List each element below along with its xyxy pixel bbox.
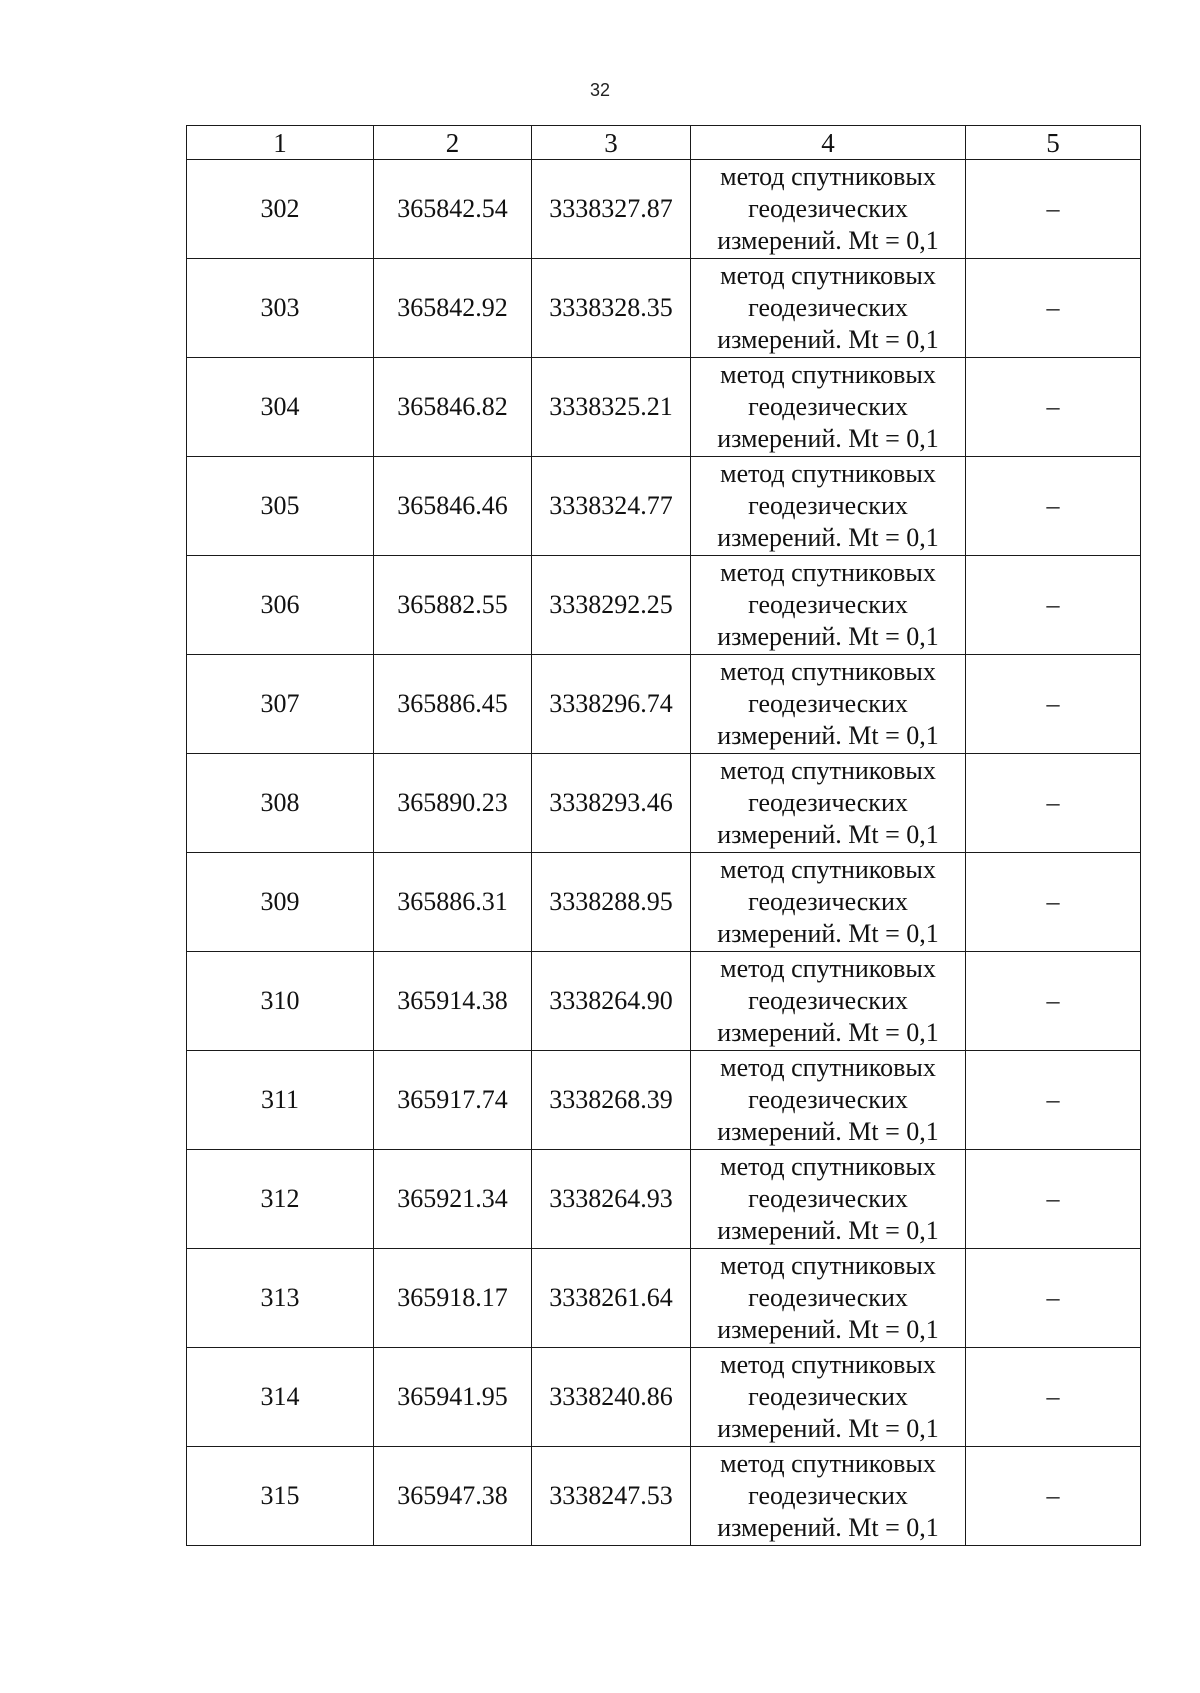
point-number-cell: 303 <box>187 259 374 358</box>
point-number-cell: 311 <box>187 1051 374 1150</box>
point-number-cell: 313 <box>187 1249 374 1348</box>
note-cell: – <box>966 754 1141 853</box>
method-cell <box>691 259 966 358</box>
x-coordinate-cell: 365918.17 <box>374 1249 532 1348</box>
method-cell <box>691 853 966 952</box>
method-cell <box>691 1348 966 1447</box>
point-number-cell: 306 <box>187 556 374 655</box>
table-row <box>187 1348 1141 1447</box>
x-coordinate-cell: 365921.34 <box>374 1150 532 1249</box>
x-coordinate-cell: 365941.95 <box>374 1348 532 1447</box>
y-coordinate-cell: 3338324.77 <box>532 457 691 556</box>
note-cell: – <box>966 952 1141 1051</box>
method-line: геодезических <box>748 1283 908 1312</box>
point-number-cell: 302 <box>187 160 374 259</box>
note-cell: – <box>966 655 1141 754</box>
table-row <box>187 1249 1141 1348</box>
method-line: метод спутниковых <box>720 162 936 191</box>
point-number-cell: 314 <box>187 1348 374 1447</box>
y-coordinate-cell: 3338247.53 <box>532 1447 691 1546</box>
table-row <box>187 655 1141 754</box>
method-line: геодезических <box>748 1481 908 1510</box>
method-line: геодезических <box>748 689 908 718</box>
note-cell: – <box>966 259 1141 358</box>
y-coordinate-cell: 3338293.46 <box>532 754 691 853</box>
method-cell <box>691 1150 966 1249</box>
method-cell <box>691 556 966 655</box>
point-number-cell: 308 <box>187 754 374 853</box>
method-line: измерений. Mt = 0,1 <box>717 820 939 849</box>
method-cell <box>691 160 966 259</box>
y-coordinate-cell: 3338264.93 <box>532 1150 691 1249</box>
x-coordinate-cell: 365914.38 <box>374 952 532 1051</box>
method-line: метод спутниковых <box>720 657 936 686</box>
method-line: геодезических <box>748 293 908 322</box>
y-coordinate-cell: 3338327.87 <box>532 160 691 259</box>
note-cell: – <box>966 358 1141 457</box>
method-line: метод спутниковых <box>720 1251 936 1280</box>
note-cell: – <box>966 457 1141 556</box>
x-coordinate-cell: 365917.74 <box>374 1051 532 1150</box>
method-line: метод спутниковых <box>720 360 936 389</box>
x-coordinate-cell: 365842.92 <box>374 259 532 358</box>
method-line: геодезических <box>748 194 908 223</box>
table-body <box>187 160 1141 1546</box>
header-row <box>187 126 1141 160</box>
method-line: геодезических <box>748 887 908 916</box>
method-line: измерений. Mt = 0,1 <box>717 1117 939 1146</box>
y-coordinate-cell: 3338296.74 <box>532 655 691 754</box>
method-line: метод спутниковых <box>720 756 936 785</box>
method-line: геодезических <box>748 1382 908 1411</box>
method-line: измерений. Mt = 0,1 <box>717 523 939 552</box>
method-line: геодезических <box>748 590 908 619</box>
table-row <box>187 259 1141 358</box>
method-cell <box>691 457 966 556</box>
method-line: геодезических <box>748 1184 908 1213</box>
header-cell-5: 5 <box>966 126 1141 160</box>
method-line: измерений. Mt = 0,1 <box>717 622 939 651</box>
note-cell: – <box>966 1051 1141 1150</box>
method-line: измерений. Mt = 0,1 <box>717 1513 939 1542</box>
method-cell <box>691 1249 966 1348</box>
method-cell <box>691 754 966 853</box>
method-line: геодезических <box>748 491 908 520</box>
coordinates-table <box>186 125 1141 1546</box>
method-line: измерений. Mt = 0,1 <box>717 226 939 255</box>
table-row <box>187 358 1141 457</box>
x-coordinate-cell: 365886.31 <box>374 853 532 952</box>
y-coordinate-cell: 3338328.35 <box>532 259 691 358</box>
method-line: измерений. Mt = 0,1 <box>717 1414 939 1443</box>
method-line: метод спутниковых <box>720 558 936 587</box>
table-row <box>187 160 1141 259</box>
y-coordinate-cell: 3338288.95 <box>532 853 691 952</box>
method-line: геодезических <box>748 788 908 817</box>
method-line: геодезических <box>748 392 908 421</box>
method-line: измерений. Mt = 0,1 <box>717 721 939 750</box>
method-line: измерений. Mt = 0,1 <box>717 1018 939 1047</box>
method-cell <box>691 1051 966 1150</box>
x-coordinate-cell: 365890.23 <box>374 754 532 853</box>
note-cell: – <box>966 1249 1141 1348</box>
method-line: метод спутниковых <box>720 1152 936 1181</box>
method-cell <box>691 952 966 1051</box>
page-number: 32 <box>589 80 611 100</box>
method-cell <box>691 1447 966 1546</box>
table-row <box>187 754 1141 853</box>
y-coordinate-cell: 3338292.25 <box>532 556 691 655</box>
header-cell-3: 3 <box>532 126 691 160</box>
table-row <box>187 1150 1141 1249</box>
note-cell: – <box>966 1447 1141 1546</box>
table-header <box>187 126 1141 160</box>
x-coordinate-cell: 365882.55 <box>374 556 532 655</box>
method-line: метод спутниковых <box>720 1053 936 1082</box>
method-line: метод спутниковых <box>720 1350 936 1379</box>
method-cell <box>691 358 966 457</box>
point-number-cell: 309 <box>187 853 374 952</box>
y-coordinate-cell: 3338261.64 <box>532 1249 691 1348</box>
header-cell-4: 4 <box>691 126 966 160</box>
method-line: метод спутниковых <box>720 459 936 488</box>
method-line: геодезических <box>748 986 908 1015</box>
x-coordinate-cell: 365846.82 <box>374 358 532 457</box>
table-row <box>187 1051 1141 1150</box>
method-cell <box>691 655 966 754</box>
method-line: измерений. Mt = 0,1 <box>717 1216 939 1245</box>
point-number-cell: 315 <box>187 1447 374 1546</box>
x-coordinate-cell: 365842.54 <box>374 160 532 259</box>
table-row <box>187 1447 1141 1546</box>
y-coordinate-cell: 3338268.39 <box>532 1051 691 1150</box>
method-line: измерений. Mt = 0,1 <box>717 919 939 948</box>
x-coordinate-cell: 365947.38 <box>374 1447 532 1546</box>
method-line: геодезических <box>748 1085 908 1114</box>
table-row <box>187 853 1141 952</box>
method-line: измерений. Mt = 0,1 <box>717 424 939 453</box>
note-cell: – <box>966 556 1141 655</box>
method-line: метод спутниковых <box>720 855 936 884</box>
table-row <box>187 952 1141 1051</box>
header-cell-1: 1 <box>187 126 374 160</box>
x-coordinate-cell: 365846.46 <box>374 457 532 556</box>
point-number-cell: 312 <box>187 1150 374 1249</box>
table-row <box>187 556 1141 655</box>
point-number-cell: 304 <box>187 358 374 457</box>
point-number-cell: 310 <box>187 952 374 1051</box>
point-number-cell: 305 <box>187 457 374 556</box>
note-cell: – <box>966 1150 1141 1249</box>
method-line: измерений. Mt = 0,1 <box>717 325 939 354</box>
method-line: метод спутниковых <box>720 1449 936 1478</box>
y-coordinate-cell: 3338325.21 <box>532 358 691 457</box>
x-coordinate-cell: 365886.45 <box>374 655 532 754</box>
note-cell: – <box>966 853 1141 952</box>
method-line: метод спутниковых <box>720 261 936 290</box>
point-number-cell: 307 <box>187 655 374 754</box>
method-line: метод спутниковых <box>720 954 936 983</box>
note-cell: – <box>966 160 1141 259</box>
y-coordinate-cell: 3338264.90 <box>532 952 691 1051</box>
method-line: измерений. Mt = 0,1 <box>717 1315 939 1344</box>
note-cell: – <box>966 1348 1141 1447</box>
y-coordinate-cell: 3338240.86 <box>532 1348 691 1447</box>
table-row <box>187 457 1141 556</box>
header-cell-2: 2 <box>374 126 532 160</box>
